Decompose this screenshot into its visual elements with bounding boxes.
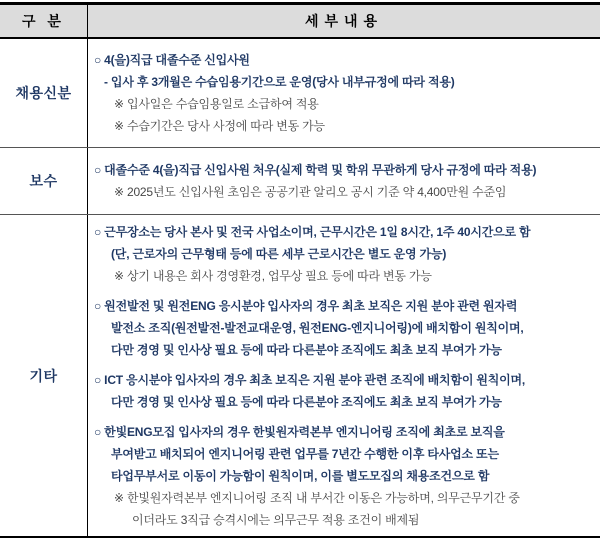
content-line: ○ 4(을)직급 대졸수준 신입사원 xyxy=(94,53,250,67)
row-content xyxy=(88,39,600,147)
row-content xyxy=(88,215,600,536)
content-line: - 입사 후 3개월은 수습임용기간으로 운영(당사 내부규정에 따라 적용) xyxy=(104,75,455,89)
paragraph xyxy=(88,221,598,287)
content-line: ※ 한빛원자력본부 엔지니어링 조직 내 부서간 이동은 가능하며, 의무근무기간 중 xyxy=(114,491,520,505)
content-line: ○ 대졸수준 4(을)직급 신입사원 처우(실제 학력 및 학위 무관하게 당사 규정에 따라 적용) xyxy=(94,163,537,177)
column-header-details: 세부내용 xyxy=(304,13,384,29)
content-line: 다만 경영 및 인사상 필요 등에 따라 다른분야 조직에도 최초 보직 부여가 가능 xyxy=(111,395,502,409)
paragraph xyxy=(88,159,598,203)
content-line: 이더라도 3직급 승격시에는 의무근무 적용 조건이 배제됨 xyxy=(132,513,420,527)
table-row-others xyxy=(0,214,600,536)
content-line: ※ 수습기간은 당사 사정에 따라 변동 가능 xyxy=(114,119,325,133)
content-line: ○ ICT 응시분야 입사자의 경우 최초 보직은 지원 분야 관련 조직에 배치함이 원칙이며, xyxy=(94,373,526,387)
content-line: 부여받고 배치되어 엔지니어링 관련 업무를 7년간 수행한 이후 타사업소 또는 xyxy=(111,447,499,461)
row-content xyxy=(88,148,600,214)
content-line: ○ 원전발전 및 원전ENG 응시분야 입사자의 경우 최초 보직은 지원 분야 관련 원자력 xyxy=(94,299,518,313)
table-header-row xyxy=(0,4,600,39)
row-label: 기타 xyxy=(0,215,88,536)
row-label: 보수 xyxy=(0,148,88,214)
content-line: ※ 입사일은 수습임용일로 소급하여 적용 xyxy=(114,97,319,111)
paragraph xyxy=(88,369,598,413)
row-label: 채용신분 xyxy=(0,39,88,147)
content-line: (단, 근로자의 근무형태 등에 따른 세부 근로시간은 별도 운영 가능) xyxy=(111,247,447,261)
table-row-employment-status xyxy=(0,39,600,147)
content-line: 발전소 조직(원전발전-발전교대운영, 원전ENG-엔지니어링)에 배치함이 원칙이며, xyxy=(111,321,524,335)
content-line: ※ 상기 내용은 회사 경영환경, 업무상 필요 등에 따라 변동 가능 xyxy=(114,269,432,283)
paragraph xyxy=(88,49,598,137)
recruitment-detail-table xyxy=(0,2,600,538)
content-line: ※ 2025년도 신입사원 초임은 공공기관 알리오 공시 기준 약 4,400만원 수준임 xyxy=(114,185,507,199)
content-line: 다만 경영 및 인사상 필요 등에 따라 다른분야 조직에도 최초 보직 부여가 가능 xyxy=(111,343,502,357)
content-line: ○ 근무장소는 당사 본사 및 전국 사업소이며, 근무시간은 1일 8시간, 1주 40시간으로 함 xyxy=(94,225,531,239)
paragraph xyxy=(88,421,598,531)
column-header-category: 구 분 xyxy=(0,5,88,37)
content-line: 타업무부서로 이동이 가능함이 원칙이며, 이를 별도모집의 채용조건으로 함 xyxy=(111,469,490,483)
content-line: ○ 한빛ENG모집 입사자의 경우 한빛원자력본부 엔지니어링 조직에 최초로 보직을 xyxy=(94,425,505,439)
table-row-compensation xyxy=(0,147,600,214)
paragraph xyxy=(88,295,598,361)
